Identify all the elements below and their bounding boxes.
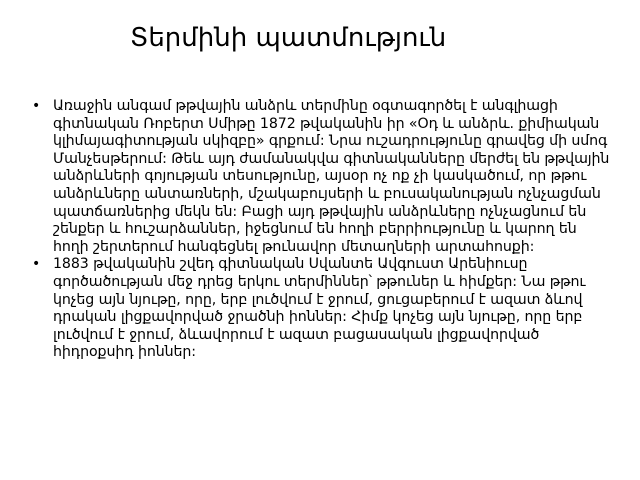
bullet-marker: •: [32, 98, 41, 114]
slide-title: Տերմինի պատմություն: [130, 23, 447, 53]
bullet-text: Առաջին անգամ թթվային անձրև տերմինը օգտագործել է անգլիացի գիտնական Ռոբերտ Սմիթը 1872 թվականին իր «Օդ և անձրև. քիմիական կլիմայագիտության սկիզբը» գրքում: Նրա ուշադրությունը գրավեց մի սմոգ Մանչեսթերում: Թեև այդ ժամանակվա գիտնականները մերժել են թթվային անձրևների գոյության տեսությունը, այսօր ոչ ոք չի կասկածում, որ թթու անձրևները անտառների, մշակաբույսերի և բուսականության ոչնչացման պատճառներից մեկն են: Բացի այդ թթվային անձրևները ոչնչացնում են շենքեր և հուշարձաններ, իջեցնում են հողի բերրիությունը և կարող են հողի շերտերում հանգեցնել թունավոր մետաղների արտահոսքի:: [53, 98, 610, 255]
bullet-list: [30, 98, 615, 362]
bullet-marker: •: [32, 256, 41, 273]
bullet-text: 1883 թվականին շվեդ գիտնական Սվանտե Ավգուստ Արենիուսը գործածության մեջ դրեց երկու տերմիններ՝ թթուներ և հիմքեր: Նա թթու կոչեց այն նյութը, որը, երբ լուծվում է ջրում, ցուցաբերում է ազատ ձևով դրական լիցքավորված ջրածնի իոններ: Հիմք կոչեց այն նյութը, որը երբ լուծվում է ջրում, ձևավորում է ազատ բացասական լիցքավորված հիդրօքսիդ իոններ:: [53, 256, 586, 361]
bullet-item: [30, 98, 615, 256]
bullet-item: [30, 256, 615, 362]
